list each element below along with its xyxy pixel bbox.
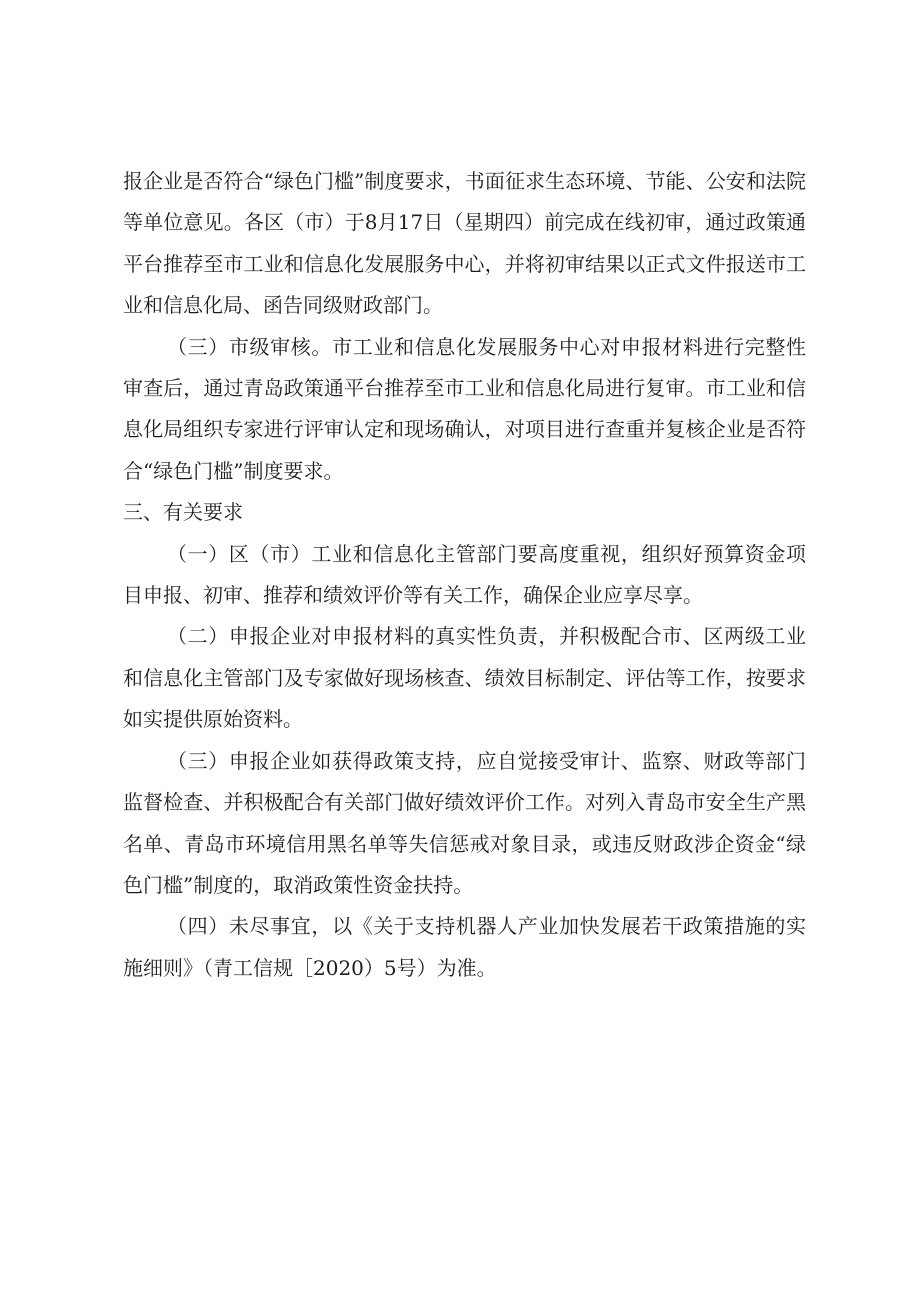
paragraph-requirement-4: （四）未尽事宜，以《关于支持机器人产业加快发展若干政策措施的实施细则》（青工信规［2020）5号）为准。 [123, 914, 806, 980]
paragraph-city-level-review: （三）市级审核。市工业和信息化发展服务中心对申报材料进行完整性审查后，通过青岛政策通平台推荐至市工业和信息化局进行复审。市工业和信息化局组织专家进行评审认定和现场确认，对项目进行查重并复核企业是否符合“绿色门槛”制度要求。 [123, 334, 806, 483]
paragraph-requirement-1: （一）区（市）工业和信息化主管部门要高度重视，组织好预算资金项目申报、初审、推荐和绩效评价等有关工作，确保企业应享尽享。 [123, 541, 806, 608]
paragraph-requirement-3: （三）申报企业如获得政策支持，应自觉接受审计、监察、财政等部门监督检查、并积极配合有关部门做好绩效评价工作。对列入青岛市安全生产黑名单、青岛市环境信用黑名单等失信惩戒对象目录，或违反财政涉企资金“绿色门槛”制度的，取消政策性资金扶持。 [123, 748, 806, 897]
document-body [123, 161, 806, 989]
paragraph-preliminary-review-continued: 报企业是否符合“绿色门槛”制度要求，书面征求生态环境、节能、公安和法院等单位意见。各区（市）于8月17日（星期四）前完成在线初审，通过政策通平台推荐至市工业和信息化发展服务中心，并将初审结果以正式文件报送市工业和信息化局、函告同级财政部门。 [123, 169, 806, 318]
paragraph-requirement-2: （二）申报企业对申报材料的真实性负责，并积极配合市、区两级工业和信息化主管部门及专家做好现场核查、绩效目标制定、评估等工作，按要求如实提供原始资料。 [123, 624, 806, 732]
section-heading-requirements: 三、有关要求 [123, 500, 243, 525]
